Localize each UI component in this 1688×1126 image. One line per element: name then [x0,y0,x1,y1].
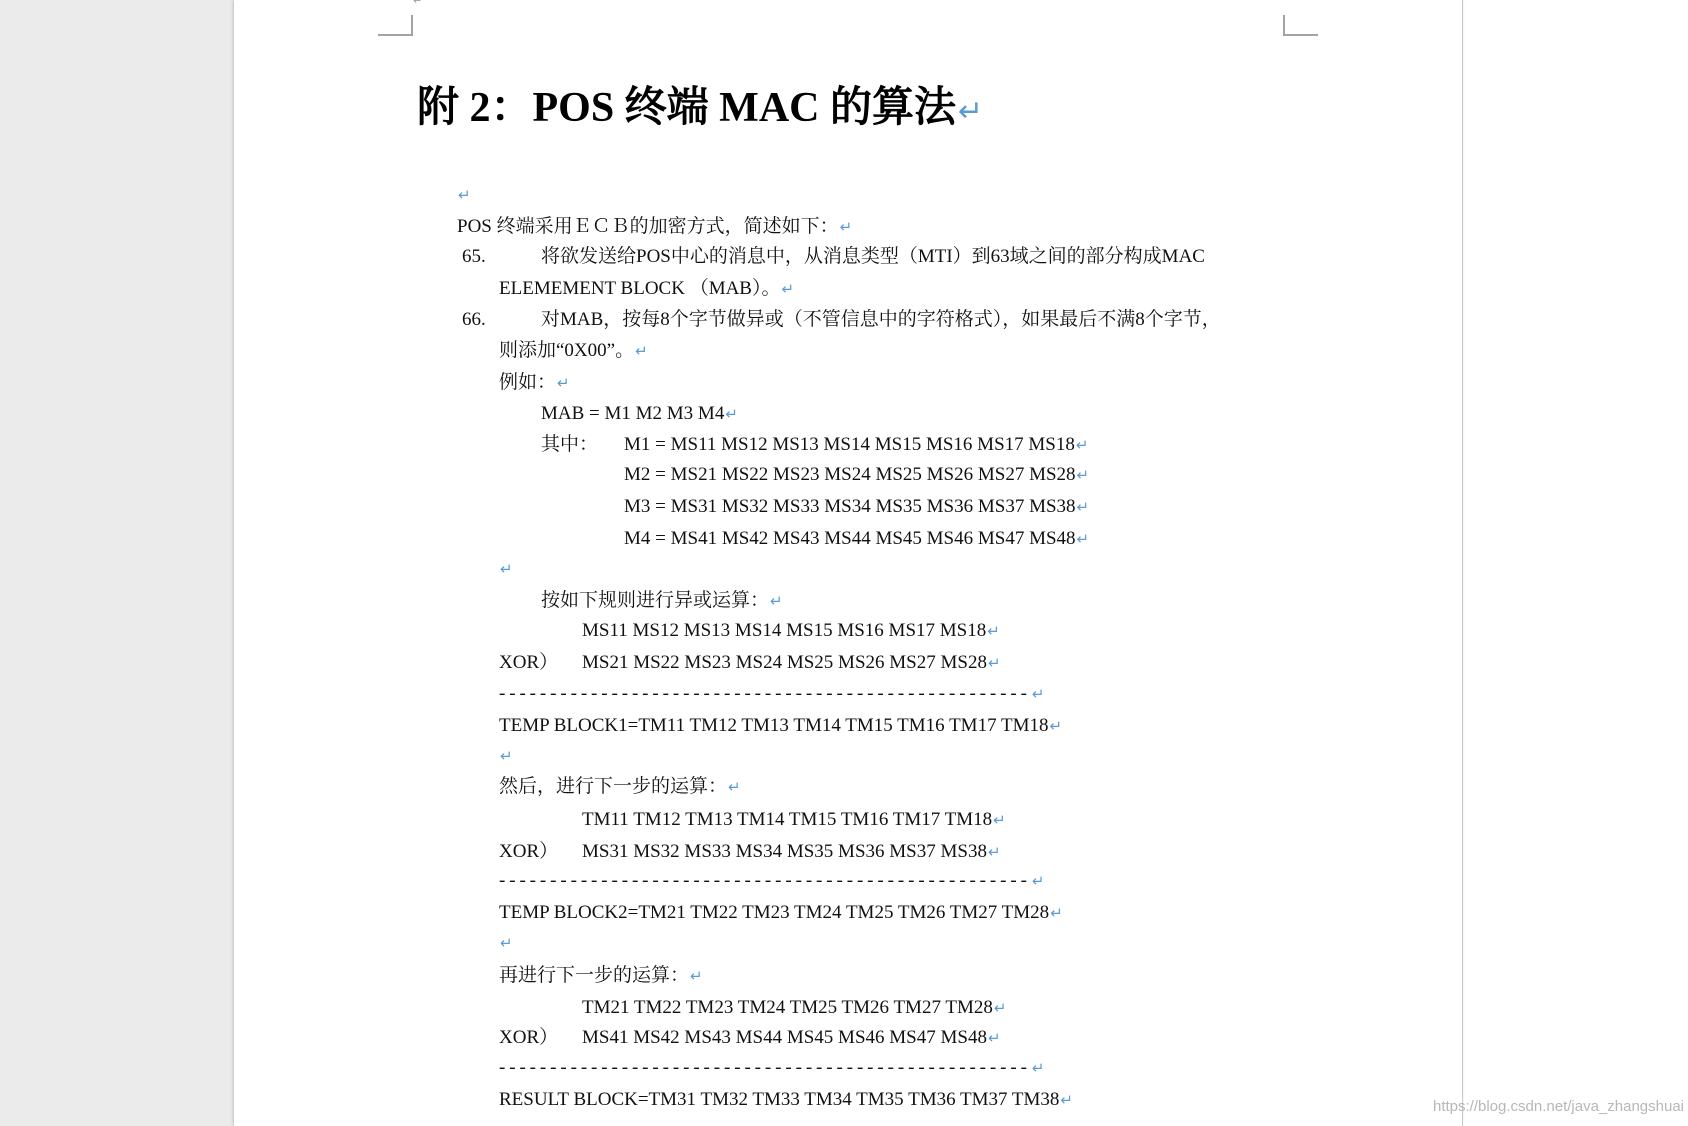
document-heading [417,80,983,136]
heading-text: 附 2：POS 终端 MAC 的算法 [417,85,956,131]
paragraph-mark-icon [1031,683,1045,704]
paragraph-mark-icon [457,184,471,205]
list-item-continuation-text: ELEMEMENT BLOCK （MAB）。 [499,278,781,299]
paragraph-mark-icon [1049,902,1063,923]
document-page[interactable] [234,0,1463,1126]
paragraph-mark-icon [1076,528,1090,549]
m-row [624,462,1089,488]
paragraph-mark-icon [769,590,783,611]
paragraph-mark-icon [1075,434,1089,455]
list-item-text: 对MAB，按每8个字节做异或（不管信息中的字符格式），如果最后不满8个字节， [541,309,1221,330]
intro-paragraph [457,214,852,240]
paragraph-mark-icon [499,932,513,953]
xor-operand-b [582,650,1001,676]
xor-operand-b-text: MS41 MS42 MS43 MS44 MS45 MS46 MS47 MS48 [582,1027,987,1048]
paragraph-mark-icon [634,340,648,361]
paragraph-mark-icon [499,745,513,766]
m-row [624,432,1088,458]
list-item-continuation [499,276,794,302]
xor-separator [499,868,1044,894]
xor-operator: XOR） [499,1027,559,1048]
workspace-background [0,0,234,1126]
xor-operator: XOR） [499,652,559,673]
example-label [499,370,570,396]
xor-operator: XOR） [499,841,559,862]
paragraph-mark-icon [1031,870,1045,891]
xor-step-heading [541,588,783,614]
xor-operand-a-text: TM21 TM22 TM23 TM24 TM25 TM26 TM27 TM28 [582,997,993,1018]
mab-formula [541,401,738,427]
xor-separator-text: ---------------------------------------------------- [499,1057,1031,1078]
xor-step-heading-text: 再进行下一步的运算： [499,965,690,986]
list-item-continuation-text: 则添加“0X00”。 [499,340,635,361]
paragraph-mark-icon [689,965,703,986]
paragraph-mark-icon [992,809,1006,830]
m-row [624,526,1089,552]
paragraph-mark-icon [1076,496,1090,517]
paragraph-mark-icon [780,278,794,299]
mab-formula-text: MAB = M1 M2 M3 M4 [541,403,725,424]
xor-separator [499,1055,1044,1081]
list-item-text: 将欲发送给POS中心的消息中，从消息类型（MTI）到63域之间的部分构成MAC [541,246,1205,267]
xor-operand-b-text: MS31 MS32 MS33 MS34 MS35 MS36 MS37 MS38 [582,841,987,862]
empty-paragraph [499,556,513,582]
paragraph-mark-icon [1031,1057,1045,1078]
xor-result-text: TEMP BLOCK2=TM21 TM22 TM23 TM24 TM25 TM26 TM27 TM28 [499,902,1050,923]
m-row-text: M1 = MS11 MS12 MS13 MS14 MS15 MS16 MS17 MS18 [624,434,1075,455]
paragraph-mark-icon [1048,715,1062,736]
xor-result-text: TEMP BLOCK1=TM11 TM12 TM13 TM14 TM15 TM16 TM17 TM18 [499,715,1049,736]
xor-separator-text: ---------------------------------------------------- [499,683,1031,704]
xor-operand-b [582,839,1001,865]
xor-operand-b-text: MS21 MS22 MS23 MS24 MS25 MS26 MS27 MS28 [582,652,987,673]
paragraph-mark-icon [987,841,1001,862]
xor-step-heading-text: 然后，进行下一步的运算： [499,776,728,797]
empty-paragraph [499,743,513,769]
xor-operand-a-text: TM11 TM12 TM13 TM14 TM15 TM16 TM17 TM18 [582,809,993,830]
m-row-text: M2 = MS21 MS22 MS23 MS24 MS25 MS26 MS27 MS28 [624,464,1076,485]
m-row-text: M4 = MS41 MS42 MS43 MS44 MS45 MS46 MS47 MS48 [624,528,1076,549]
empty-paragraph [499,930,513,956]
xor-result [499,713,1062,739]
m-row-text: M3 = MS31 MS32 MS33 MS34 MS35 MS36 MS37 MS38 [624,496,1076,517]
paragraph-mark-icon [413,0,422,7]
paragraph-mark-icon [986,620,1000,641]
xor-result [499,900,1063,926]
paragraph-mark-icon [839,216,853,237]
intro-text: POS 终端采用ＥＣＢ的加密方式，简述如下： [457,216,839,237]
page-corner-mark-icon [1283,15,1318,36]
xor-result-text: RESULT BLOCK=TM31 TM32 TM33 TM34 TM35 TM36 TM37 TM38 [499,1089,1060,1110]
xor-operand-a [582,995,1006,1021]
example-label-text: 例如： [499,372,557,393]
xor-step-heading-text: 按如下规则进行异或运算： [541,590,770,611]
paragraph-mark-icon [727,776,741,797]
xor-separator [499,681,1044,707]
xor-separator-text: ---------------------------------------------------- [499,870,1031,891]
paragraph-mark-icon [1059,1089,1073,1110]
where-label: 其中： [541,434,599,455]
paragraph-mark-icon [724,403,738,424]
watermark: https://blog.csdn.net/java_zhangshuai [1432,1098,1684,1115]
xor-operand-a [582,618,1000,644]
paragraph-mark-icon [987,1027,1001,1048]
m-row [624,494,1089,520]
xor-operand-b [582,1025,1001,1051]
xor-step-heading [499,774,741,800]
page-corner-mark-icon [378,15,413,36]
list-number: 66. [462,309,486,330]
empty-paragraph [457,182,471,208]
paragraph-mark-icon [1076,464,1090,485]
paragraph-mark-icon [993,997,1007,1018]
xor-operand-a-text: MS11 MS12 MS13 MS14 MS15 MS16 MS17 MS18 [582,620,987,641]
xor-step-heading [499,963,703,989]
list-item-continuation [499,338,648,364]
xor-result [499,1087,1073,1113]
paragraph-mark-icon [987,652,1001,673]
xor-operand-a [582,807,1006,833]
paragraph-mark-icon [956,85,983,131]
paragraph-mark-icon [556,372,570,393]
paragraph-mark-icon [499,558,513,579]
list-number: 65. [462,246,486,267]
